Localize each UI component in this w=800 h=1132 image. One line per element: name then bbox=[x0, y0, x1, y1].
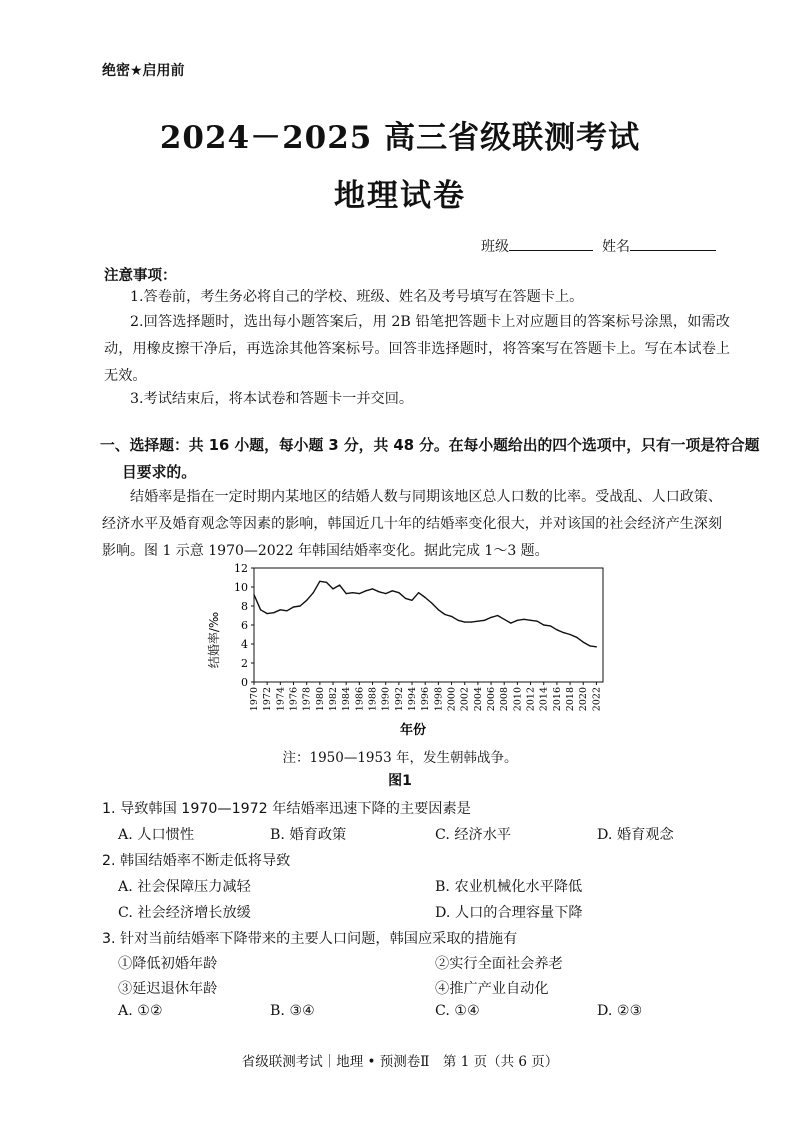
x-tick-label: 1974 bbox=[275, 687, 287, 712]
x-tick-label: 1982 bbox=[328, 687, 340, 712]
name-blank[interactable] bbox=[630, 236, 716, 251]
class-field bbox=[481, 236, 593, 256]
data-point bbox=[596, 646, 597, 647]
x-tick-label: 1980 bbox=[314, 687, 326, 712]
data-point bbox=[563, 632, 564, 633]
data-point bbox=[431, 603, 432, 604]
x-tick-label: 2014 bbox=[538, 687, 550, 712]
x-tick-label: 2008 bbox=[499, 687, 511, 712]
data-point bbox=[319, 581, 320, 582]
question-1-option-d[interactable]: D. 婚育观念 bbox=[597, 827, 674, 843]
confidential-mark: 绝密★启用前 bbox=[102, 63, 185, 79]
data-point bbox=[365, 590, 366, 591]
y-tick-label: 6 bbox=[241, 619, 248, 632]
data-point bbox=[359, 593, 360, 594]
class-label: 班级 bbox=[481, 239, 509, 255]
question-3-item-4: ④推广产业自动化 bbox=[435, 981, 549, 997]
x-tick-label: 1988 bbox=[367, 687, 379, 712]
x-tick-label: 1998 bbox=[433, 687, 445, 712]
section-heading-line1: 一、选择题：共 16 小题，每小题 3 分，共 48 分。在每小题给出的四个选项中，只有一项是符合题 bbox=[100, 437, 760, 454]
data-point bbox=[530, 620, 531, 621]
exam-title: 2024－2025 高三省级联测考试 bbox=[159, 120, 641, 156]
y-tick-label: 10 bbox=[234, 581, 248, 594]
y-tick-label: 0 bbox=[241, 676, 248, 689]
x-tick-label: 1996 bbox=[420, 687, 432, 712]
question-3-option-d[interactable]: D. ②③ bbox=[597, 1003, 643, 1019]
data-point bbox=[504, 619, 505, 620]
x-tick-label: 2022 bbox=[591, 687, 603, 712]
page-footer: 省级联测考试｜地理 • 预测卷Ⅱ 第 1 页（共 6 页） bbox=[241, 1054, 559, 1070]
data-point bbox=[576, 637, 577, 638]
data-point bbox=[280, 609, 281, 610]
question-3-item-2: ②实行全面社会养老 bbox=[435, 956, 563, 972]
data-point bbox=[569, 634, 570, 635]
data-point bbox=[398, 592, 399, 593]
data-point bbox=[556, 629, 557, 630]
data-point bbox=[339, 585, 340, 586]
figure-note: 注：1950—1953 年，发生朝韩战争。 bbox=[282, 750, 518, 766]
chart-svg bbox=[207, 560, 610, 750]
class-blank[interactable] bbox=[509, 236, 593, 251]
data-point bbox=[550, 625, 551, 626]
marriage-rate-chart bbox=[207, 560, 610, 750]
data-point bbox=[346, 593, 347, 594]
question-1-option-c[interactable]: C. 经济水平 bbox=[435, 827, 512, 843]
y-axis-label: 结婚率/‰ bbox=[207, 611, 221, 669]
data-point bbox=[523, 619, 524, 620]
data-point bbox=[444, 614, 445, 615]
question-2-option-c[interactable]: C. 社会经济增长放缓 bbox=[118, 905, 251, 921]
x-tick-label: 1986 bbox=[354, 687, 366, 712]
data-point bbox=[589, 645, 590, 646]
data-point bbox=[411, 600, 412, 601]
question-2-option-b[interactable]: B. 农业机械化水平降低 bbox=[435, 879, 583, 895]
data-point bbox=[583, 642, 584, 643]
data-point bbox=[510, 623, 511, 624]
y-tick-label: 2 bbox=[241, 657, 248, 670]
figure-label: 图1 bbox=[388, 773, 412, 789]
data-point bbox=[392, 590, 393, 591]
data-point bbox=[306, 600, 307, 601]
data-point bbox=[438, 609, 439, 610]
data-point bbox=[517, 620, 518, 621]
y-tick-label: 8 bbox=[241, 600, 248, 613]
series-line-marriage-rate bbox=[254, 581, 596, 647]
x-tick-label: 1990 bbox=[380, 687, 392, 712]
x-tick-label: 2016 bbox=[551, 687, 563, 712]
y-tick-label: 12 bbox=[234, 562, 248, 575]
question-2-option-a[interactable]: A. 社会保障压力减轻 bbox=[118, 879, 251, 895]
x-tick-label: 1994 bbox=[407, 687, 419, 712]
x-tick-label: 1976 bbox=[288, 687, 300, 712]
data-point bbox=[286, 610, 287, 611]
question-3-item-1: ①降低初婚年龄 bbox=[118, 956, 218, 972]
data-point bbox=[425, 597, 426, 598]
data-point bbox=[313, 592, 314, 593]
data-point bbox=[484, 620, 485, 621]
notice-item-2: 2.回答选择题时，选出每小题答案后，用 2B 铅笔把答题卡上对应题目的答案标号涂黑，如需改动，用橡皮擦干净后，再选涂其他答案标号。回答非选择题时，将答案写在答题卡上。写在本试卷上无效。 bbox=[104, 314, 730, 384]
data-point bbox=[537, 621, 538, 622]
data-point bbox=[405, 598, 406, 599]
section-heading bbox=[100, 432, 759, 486]
plot-frame bbox=[254, 568, 603, 682]
data-point bbox=[253, 594, 254, 595]
x-tick-label: 1970 bbox=[249, 687, 260, 712]
data-point bbox=[464, 622, 465, 623]
x-tick-label: 2004 bbox=[472, 687, 484, 712]
x-tick-label: 2018 bbox=[565, 687, 577, 712]
notice-item-1: 1.答卷前，考生务必将自己的学校、班级、姓名及考号填写在答题卡上。 bbox=[130, 289, 584, 305]
question-3-stem: 3. 针对当前结婚率下降带来的主要人口问题，韩国应采取的措施有 bbox=[102, 931, 518, 947]
data-point bbox=[471, 622, 472, 623]
section-heading-line2: 目要求的。 bbox=[122, 464, 196, 481]
x-tick-label: 1992 bbox=[393, 687, 405, 712]
data-point bbox=[273, 612, 274, 613]
question-1-stem: 1. 导致韩国 1970—1972 年结婚率迅速下降的主要因素是 bbox=[102, 801, 471, 817]
exam-subject: 地理试卷 bbox=[334, 178, 466, 214]
question-1-option-b[interactable]: B. 婚育政策 bbox=[270, 827, 347, 843]
name-field bbox=[602, 236, 716, 256]
data-point bbox=[543, 624, 544, 625]
data-point bbox=[497, 615, 498, 616]
x-tick-label: 1972 bbox=[262, 687, 274, 712]
data-point bbox=[299, 605, 300, 606]
data-point bbox=[352, 592, 353, 593]
data-point bbox=[418, 592, 419, 593]
x-tick-label: 2010 bbox=[512, 687, 524, 712]
x-tick-label: 2002 bbox=[459, 687, 471, 712]
notice-heading: 注意事项： bbox=[104, 268, 177, 284]
data-point bbox=[490, 617, 491, 618]
data-point bbox=[458, 620, 459, 621]
data-point bbox=[267, 613, 268, 614]
x-axis-label: 年份 bbox=[399, 723, 427, 738]
data-point bbox=[260, 609, 261, 610]
question-2-stem: 2. 韩国结婚率不断走低将导致 bbox=[102, 853, 291, 869]
x-tick-label: 2000 bbox=[446, 687, 458, 712]
question-2-option-d[interactable]: D. 人口的合理容量下降 bbox=[435, 905, 583, 921]
data-point bbox=[332, 588, 333, 589]
material-intro: 结婚率是指在一定时期内某地区的结婚人数与同期该地区总人口数的比率。受战乱、人口政策、经济水平及婚育观念等因素的影响，韩国近几十年的结婚率变化很大，并对该国的社会经济产生深刻影响。图 1 示意 1970—2022 年韩国结婚率变化。据此完成 1～3 题。 bbox=[102, 489, 722, 559]
data-point bbox=[326, 582, 327, 583]
x-tick-label: 2006 bbox=[486, 687, 498, 712]
data-point bbox=[379, 591, 380, 592]
x-tick-label: 1984 bbox=[341, 687, 353, 712]
data-point bbox=[372, 588, 373, 589]
x-tick-label: 2020 bbox=[578, 687, 590, 712]
notice-item-3: 3.考试结束后，将本试卷和答题卡一并交回。 bbox=[130, 391, 414, 407]
question-3-option-c[interactable]: C. ①④ bbox=[435, 1003, 480, 1019]
data-point bbox=[385, 593, 386, 594]
data-point bbox=[477, 621, 478, 622]
question-3-option-a[interactable]: A. ①② bbox=[118, 1003, 163, 1019]
x-tick-label: 1978 bbox=[301, 687, 313, 712]
question-1-option-a[interactable]: A. 人口惯性 bbox=[118, 827, 195, 843]
data-point bbox=[451, 616, 452, 617]
question-3-item-3: ③延迟退休年龄 bbox=[118, 981, 218, 997]
name-label: 姓名 bbox=[602, 239, 630, 255]
y-tick-label: 4 bbox=[241, 638, 248, 651]
x-tick-label: 2012 bbox=[525, 687, 537, 712]
question-3-option-b[interactable]: B. ③④ bbox=[270, 1003, 315, 1019]
data-point bbox=[293, 606, 294, 607]
